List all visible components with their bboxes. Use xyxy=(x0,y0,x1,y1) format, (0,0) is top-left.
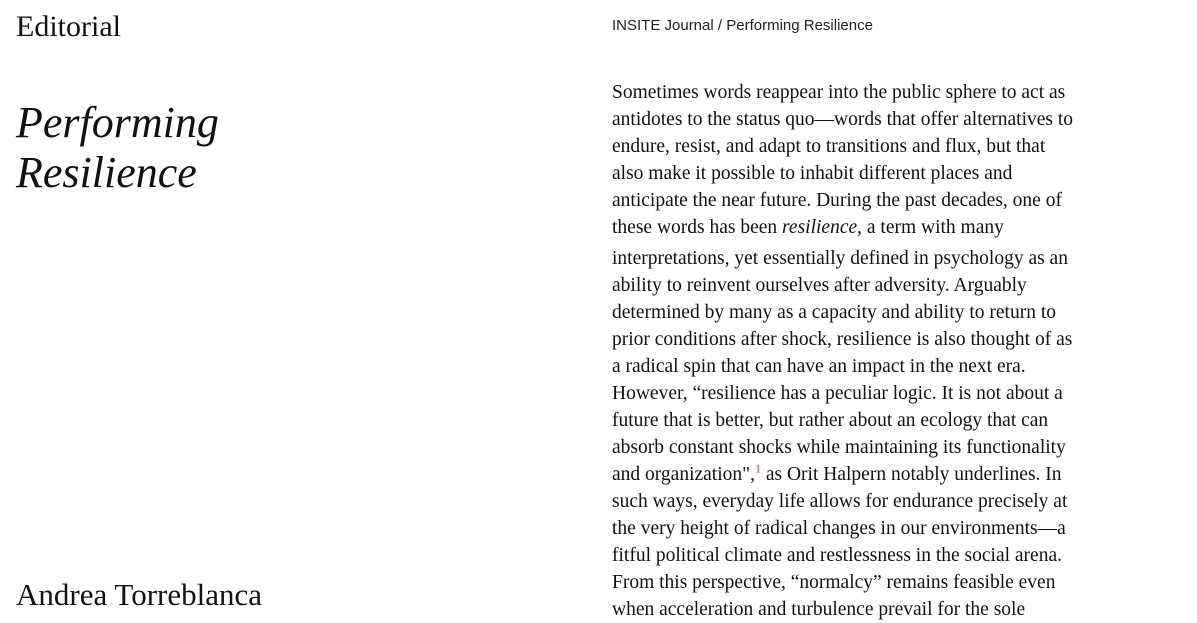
body-line: From this perspective, “normalcy” remains feasible even xyxy=(612,572,1056,593)
body-line: when acceleration and turbulence prevail for the sole xyxy=(612,599,1026,620)
author-name: Andrea Torreblanca xyxy=(16,577,262,612)
body-line: ability to reinvent ourselves after adversity. Arguably xyxy=(612,275,1027,296)
article-main xyxy=(612,0,1132,623)
article-title-line2: Resilience xyxy=(16,148,197,197)
body-line: the very height of radical changes in our environments—a xyxy=(612,518,1066,539)
body-line: also make it possible to inhabit different places and xyxy=(612,163,1013,184)
body-line xyxy=(612,214,1124,241)
breadcrumb-separator: / xyxy=(713,17,727,34)
breadcrumb-current: Performing Resilience xyxy=(726,17,873,34)
body-text-segment: and organization", xyxy=(612,464,755,485)
body-line: a radical spin that can have an impact in the next era. xyxy=(612,356,1026,377)
body-text-segment: , a term with many xyxy=(857,217,1004,238)
body-line: endure, resist, and adapt to transitions and flux, but that xyxy=(612,136,1046,157)
body-text-segment: as Orit Halpern notably underlines. In xyxy=(760,464,1062,485)
footnote-reference-1[interactable]: 1 xyxy=(754,461,761,476)
breadcrumb-journal-link[interactable]: INSITE Journal xyxy=(612,17,714,34)
body-line: fitful political climate and restlessness in the social arena. xyxy=(612,545,1062,566)
body-line: Sometimes words reappear into the public sphere to act as xyxy=(612,82,1066,103)
article-title-line1: Performing xyxy=(16,98,219,147)
body-line: prior conditions after shock, resilience is also thought of as xyxy=(612,329,1073,350)
article-body xyxy=(612,79,1124,623)
emphasized-term: resilience xyxy=(782,217,858,238)
body-line xyxy=(612,461,1124,488)
section-label: Editorial xyxy=(16,10,121,43)
body-line: anticipate the near future. During the past decades, one of xyxy=(612,190,1062,211)
article-title xyxy=(16,98,416,198)
body-line: antidotes to the status quo—words that offer alternatives to xyxy=(612,109,1074,130)
body-line: absorb constant shocks while maintaining its functionality xyxy=(612,437,1066,458)
body-line: such ways, everyday life allows for endurance precisely at xyxy=(612,491,1068,512)
body-line: future that is better, but rather about an ecology that can xyxy=(612,410,1049,431)
body-line: interpretations, yet essentially defined in psychology as an xyxy=(612,248,1068,269)
article-sidebar xyxy=(16,0,576,623)
body-line: determined by many as a capacity and ability to return to xyxy=(612,302,1057,323)
breadcrumb xyxy=(612,16,873,36)
body-line: However, “resilience has a peculiar logic. It is not about a xyxy=(612,383,1063,404)
body-text-segment: these words has been xyxy=(612,217,783,238)
